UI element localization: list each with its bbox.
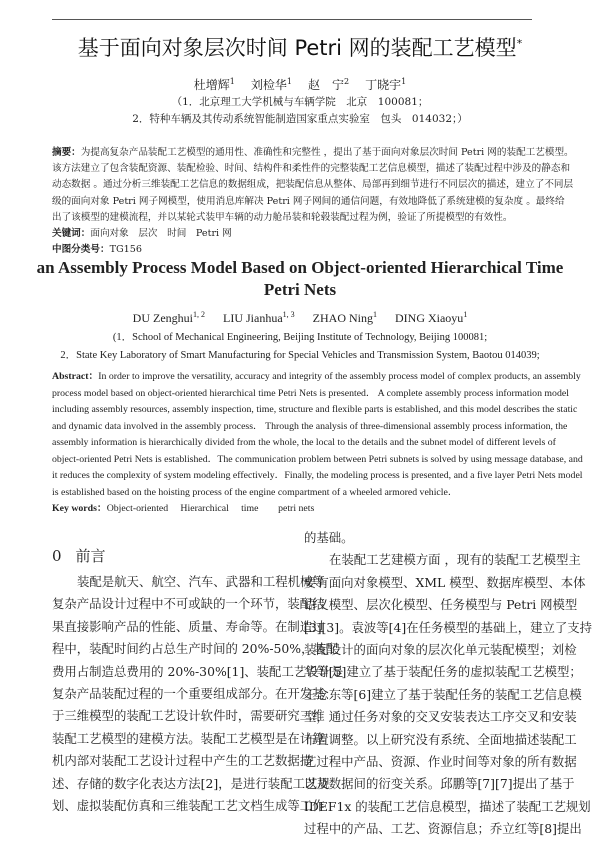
keywords-cn-label: 关键词： (52, 228, 91, 240)
abstract-en-text: and dynamic data involved in the assembly process． Through the analysis of three-dimensional assembly process information, the (52, 420, 568, 432)
keywords-cn (52, 226, 536, 242)
section-title: 前言 (75, 547, 106, 565)
body-text-line: 划、虚拟装配仿真和三维装配工艺文档生成等工作 (52, 798, 325, 814)
title-en-line-1: an Assembly Process Model Based on Object-oriented Hierarchical Time (36, 258, 564, 277)
body-column-right (304, 527, 593, 841)
abstract-en-text: assembly information is hierarchically divided from the whole, the local to the details and the subnet model of different levels of (52, 437, 556, 448)
author (308, 78, 349, 92)
keywords-cn-text: 面向对象 层次 时间 Petri 网 (90, 228, 232, 240)
author-affiliation-mark: 1 (401, 77, 407, 86)
abstract-cn-label: 摘要： (52, 147, 81, 158)
abstract-en (52, 369, 583, 518)
section-heading (52, 545, 120, 566)
author-affiliation-mark: 1 (463, 310, 468, 319)
top-rule (52, 19, 532, 20)
abstract-en-line (52, 419, 568, 436)
section-number: 0 (52, 547, 62, 565)
body-text-line: 艺过程中产品、资源、作业时间等对象的所有数据 (304, 754, 577, 770)
abstract-cn-text: 该方法建立了包含装配资源、装配检验、时间、结构件和柔性件的完整装配工艺信息模型，描述了装配过程中涉及的静态和 (52, 163, 571, 175)
author-name: 杜增辉 (193, 78, 230, 92)
body-text-line: 过程中的产品、工艺、资源信息；乔立红等[8]提出 (304, 821, 582, 837)
body-text-line: 型，通过任务对象的交叉安装表达工序交叉和安装 (304, 709, 577, 725)
body-column-left (52, 571, 344, 817)
abstract-en-text: including assembly resources, assembly inspection, time, structure and flexible parts is established, and this model describes the static (52, 404, 578, 415)
body-text-line: 机内部对装配工艺设计过程中产生的工艺数据描 (52, 753, 313, 769)
author (313, 311, 377, 325)
affiliation-en-1: (1．School of Mechanical Engineering, Beijing Institute of Technology, Beijing 100081; (112, 332, 488, 343)
clc-label: 中图分类号： (52, 244, 110, 256)
body-text-line: 王念东等[6]建立了基于装配任务的装配工艺信息模 (304, 686, 582, 702)
title-footnote-mark: * (516, 37, 523, 50)
authors-en (0, 310, 600, 326)
author (251, 78, 292, 92)
abstract-en-line (52, 485, 536, 502)
author-affiliation-mark: 1, 3 (282, 310, 295, 319)
abstract-en-text: In order to improve the versatility, accuracy and integrity of the assembly process model of complex products, an assembly (98, 371, 581, 382)
author-name: 丁晓宇 (365, 78, 402, 92)
keywords-en (52, 501, 536, 518)
author-affiliation-mark: 2 (344, 77, 350, 86)
affiliation-cn-2: 2．特种车辆及其传动系统智能制造国家重点实验室 包头 014032；） (132, 113, 468, 125)
author (365, 78, 406, 92)
affiliation-en-2: 2．State Key Laboratory of Smart Manufacturing for Special Vehicles and Transmission System, Baotou 014039; (60, 350, 540, 361)
body-text-line: 果直接影响产品的性能、质量、寿命等。在制造过 (52, 618, 325, 634)
abstract-en-line (52, 369, 581, 386)
body-text-line: 要有面向对象模型、XML 模型、数据库模型、本体 (304, 574, 586, 590)
body-text-line: 在装配工艺建模方面 ，现有的装配工艺模型主 (329, 552, 581, 568)
abstract-cn-text: 为提高复杂产品装配工艺模型的通用性、准确性和完整性 ，提出了基于面向对象层次时间 Petri 网的装配工艺模型。 (80, 147, 574, 158)
author-name: LIU Jianhua (223, 311, 283, 325)
keywords-en-text: Object-oriented Hierarchical time petri nets (106, 503, 315, 514)
author-name: 刘检华 (250, 78, 287, 92)
body-text-line: 装配是航天、航空、汽车、武器和工程机械等 (77, 574, 325, 589)
body-text-line: 装配设计的面向对象的层次化单元装配模型；刘检 (304, 642, 577, 658)
authors-cn (0, 76, 600, 93)
author (133, 311, 205, 325)
body-text-line: 费用占制造总费用的 20%-30%[1]、装配工艺设计是 (52, 663, 344, 679)
abstract-cn (52, 145, 574, 258)
body-text-line: 复杂产品设计过程中不可或缺的一个环节，装配结 (52, 596, 325, 612)
body-text-line: 华等[5]建立了基于装配任务的虚拟装配工艺模型； (304, 664, 582, 680)
body-text-line: 程中，装配时间约占总生产时间的 20%-50%，装配 (52, 641, 339, 657)
body-text-line: 布置调整。以上研究没有系统、全面地描述装配工 (304, 731, 577, 747)
page-title-cn (0, 32, 600, 62)
author (194, 78, 235, 92)
abstract-en-line (52, 402, 578, 419)
abstract-en-text: object-oriented Petri Nets is established．The communication problem between Petri subnets is solved by using message database, and (52, 453, 583, 465)
title-text: 基于面向对象层次时间 Petri 网的装配工艺模型 (77, 36, 517, 60)
author-name: 赵 宁 (308, 78, 345, 92)
abstract-en-text: process model based on object-oriented hierarchical time Petri Nets is presented． A complete assembly process information model (52, 387, 569, 399)
body-text-line: 的基础。 (304, 530, 354, 545)
abstract-cn-line (52, 177, 574, 193)
author-name: DU Zenghui (132, 311, 193, 325)
affiliation-cn-1: （1．北京理工大学机械与车辆学院 北京 100081； (171, 96, 429, 108)
abstract-cn-line (52, 210, 536, 226)
abstract-cn-line (52, 145, 574, 161)
body-text-line: IDEF1x 的装配工艺信息模型，描述了装配工艺规划 (304, 798, 591, 814)
clc-number (52, 242, 536, 258)
abstract-cn-line (52, 194, 565, 210)
body-text-line: 装配工艺模型的建模方法。装配工艺模型是在计算 (52, 730, 325, 746)
body-text-line: [3][3]。袁波等[4]在任务模型的基础上，建立了支持 (304, 619, 593, 635)
title-en-line-2: Petri Nets (263, 280, 337, 299)
abstract-en-line (52, 435, 556, 452)
body-text-line: 复杂产品装配过程的一个重要组成部分。在开发基 (52, 686, 325, 702)
abstract-cn-text: 级的面向对象 Petri 网子网模型，使用消息库解决 Petri 网子网间的通信问题，有效地降低了系统建模的复杂度 。最终给 (52, 195, 565, 207)
abstract-en-line (52, 386, 569, 403)
author-name: DING Xiaoyu (394, 311, 464, 325)
author (223, 311, 295, 325)
keywords-en-label: Key words： (52, 503, 107, 514)
abstract-en-line (52, 468, 583, 485)
page-title-en (0, 257, 600, 301)
abstract-en-line (52, 452, 583, 469)
author-affiliation-mark: 1 (372, 310, 377, 319)
clc-value: TG156 (109, 244, 142, 256)
author (395, 311, 467, 325)
abstract-cn-text: 出了该模型的建模流程，并以某轮式装甲车辆的动力舱吊装和轮毂装配过程为例，验证了所提模型的有效性。 (52, 211, 513, 223)
author-name: ZHAO Ning (312, 311, 373, 325)
abstract-en-text: is established based on the hoisting process of the engine compartment of a wheeled armored vehicle． (52, 486, 458, 498)
author-affiliation-mark: 1, 2 (193, 310, 205, 319)
abstract-cn-text: 动态数据 。通过分析三维装配工艺信息的数据组成，把装配信息从整体、局部再到细节进行不同层次的描述，建立了不同层 (52, 179, 574, 191)
body-text-line: 述、存储的数字化表达方法[2]，是进行装配工艺规 (52, 775, 330, 791)
abstract-en-label: Abstract： (52, 371, 99, 382)
abstract-en-text: it reduces the complexity of system modeling effectively．Finally, the modeling process is presented, and a five layer Petri Nets model (52, 470, 583, 481)
author-affiliation-mark: 1 (286, 77, 292, 86)
body-text-line: 于三维模型的装配工艺设计软件时，需要研究三维 (52, 708, 325, 724)
body-text-line: 以及数据间的衍变关系。邱鹏等[7][7]提出了基于 (304, 776, 575, 792)
body-text-line: 语义模型、层次化模型、任务模型与 Petri 网模型 (304, 597, 578, 613)
author-affiliation-mark: 1 (229, 77, 235, 86)
abstract-cn-line (52, 161, 571, 177)
